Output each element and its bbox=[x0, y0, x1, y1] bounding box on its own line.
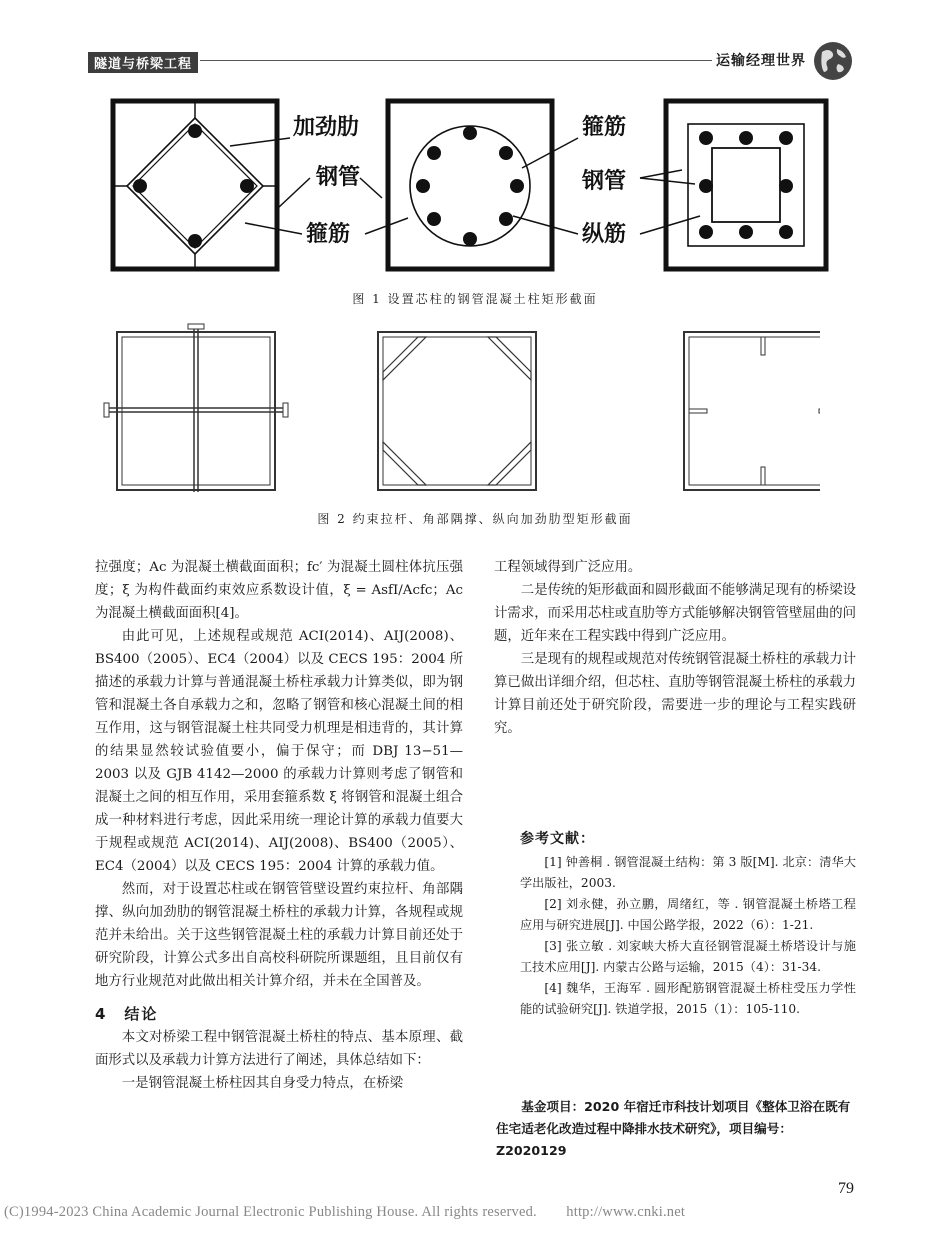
fund-text: 基金项目：2020 年宿迁市科技计划项目《整体卫浴在既有住宅适老化改造过程中降排水技术研究》，项目编号：Z2020129 bbox=[496, 1099, 851, 1158]
references-title: 参考文献： bbox=[520, 831, 595, 847]
section-tie-bars bbox=[104, 324, 288, 492]
label-steel-tube-b: 钢管 bbox=[582, 169, 627, 194]
figure-1-caption: 图 1 设置芯柱的钢管混凝土柱矩形截面 bbox=[352, 292, 598, 306]
section-b-circular-core bbox=[388, 101, 552, 269]
label-steel-tube-a: 钢管 bbox=[316, 165, 361, 190]
paragraph-formula-definitions: 拉强度；Ac 为混凝土横截面面积；fc′ 为混凝土圆柱体抗压强度；ξ 为构件截面约束效应系数设计值，ξ = AsfI/Acfc；Ac 为混凝土横截面面积[4]。 bbox=[95, 560, 463, 621]
globe-logo-icon bbox=[812, 40, 854, 82]
paragraph-conclusion-1: 一是钢管混凝土桥柱因其自身受力特点，在桥梁 bbox=[121, 1076, 403, 1091]
paragraph-unsolved-cases: 然而，对于设置芯柱或在钢管管壁设置约束拉杆、角部隅撑、纵向加劲肋的钢管混凝土桥柱的承载力计算，各规程或规范并未给出。关于这些钢管混凝土柱的承载力计算目前还处于研究阶段，计算公式多出自高校科研院所课题组，且目前仅有地方行业规范对此做出相关计算介绍，并未在全国普及。 bbox=[95, 882, 463, 989]
figure-1-sections bbox=[110, 98, 830, 278]
header-rule bbox=[200, 60, 712, 61]
journal-section-tag: 隧道与桥梁工程 bbox=[88, 52, 198, 73]
section-heading-conclusion: 4 结论 bbox=[95, 1005, 159, 1023]
right-column bbox=[494, 556, 856, 740]
section-c-square-core bbox=[666, 101, 826, 269]
label-stiffener: 加劲肋 bbox=[293, 115, 360, 140]
paragraph-conclusion-3: 三是现有的规程或规范对传统钢管混凝土桥柱的承载力计算已做出详细介绍，但芯柱、直肋等钢管混凝土桥柱的承载力计算目前还处于研究阶段，需要进一步的理论与工程实践研究。 bbox=[494, 652, 856, 736]
label-stirrup-a: 箍筋 bbox=[306, 222, 351, 247]
figure-2-sections bbox=[100, 322, 820, 492]
reference-item: [1] 钟善桐 . 钢管混凝土结构：第 3 版[M]. 北京：清华大学出版社，2003. bbox=[520, 855, 856, 890]
reference-item: [4] 魏华，王海军 . 圆形配筋钢管混凝土桥柱受压力学性能的试验研究[J]. 铁道学报，2015（1）：105-110. bbox=[520, 981, 856, 1016]
left-column bbox=[95, 556, 463, 1095]
section-a-stiffener bbox=[113, 101, 277, 269]
references-block bbox=[520, 828, 856, 1020]
copyright-footer: (C)1994-2023 China Academic Journal Electronic Publishing House. All rights reserved. http://www.cnki.net bbox=[4, 1204, 686, 1220]
paragraph-conclusion-intro: 本文对桥梁工程中钢管混凝土桥柱的特点、基本原理、截面形式以及承载力计算方法进行了阐述，具体总结如下： bbox=[95, 1030, 463, 1068]
fund-note bbox=[496, 1096, 858, 1162]
section-corner-braces bbox=[378, 332, 536, 490]
reference-item: [3] 张立敏 . 刘家峡大桥大直径钢管混凝土桥塔设计与施工技术应用[J]. 内蒙古公路与运输，2015（4）：31-34. bbox=[520, 939, 856, 974]
label-stirrup-b: 箍筋 bbox=[582, 115, 627, 140]
section-longitudinal-stiffeners bbox=[684, 332, 820, 490]
paragraph-code-comparison: 由此可见，上述规程或规范 ACI(2014)、AIJ(2008)、BS400（2005）、EC4（2004）以及 CECS 195：2004 所描述的承载力计算与普通混凝土桥柱承载力计算类似，即为钢管和混凝土各自承载力之和，忽略了钢管和核心混凝土间的相互作用，这与钢管混凝土柱共同受力机理是相违背的，其计算的结果显然较试验值要小，偏于保守；而 DBJ 13−51—2003 以及 GJB 4142—2000 的承载力计算则考虑了钢管和混凝土之间的相互作用，采用套箍系数 ξ 将钢管和混凝土组合成一种材料进行考虑，因此采用统一理论计算的承载力值要大于规程或规范 ACI(2014)、AIJ(2008)、BS400（2005）、EC4（2004）以及 CECS 195：2004 计算的承载力值。 bbox=[95, 629, 463, 874]
figure-2-caption: 图 2 约束拉杆、角部隅撑、纵向加劲肋型矩形截面 bbox=[317, 512, 633, 526]
journal-brand: 运输经理世界 bbox=[716, 53, 806, 69]
paragraph-conclusion-1-cont: 工程领域得到广泛应用。 bbox=[494, 560, 642, 575]
page-number: 79 bbox=[838, 1180, 854, 1197]
reference-item: [2] 刘永健，孙立鹏，周绪红，等 . 钢管混凝土桥塔工程应用与研究进展[J]. 中国公路学报，2022（6）：1-21. bbox=[520, 897, 856, 932]
paragraph-conclusion-2: 二是传统的矩形截面和圆形截面不能够满足现有的桥梁设计需求，而采用芯柱或直肋等方式能够解决钢管管壁屈曲的问题，近年来在工程实践中得到广泛应用。 bbox=[494, 583, 856, 644]
label-longitudinal-bar: 纵筋 bbox=[582, 222, 627, 247]
